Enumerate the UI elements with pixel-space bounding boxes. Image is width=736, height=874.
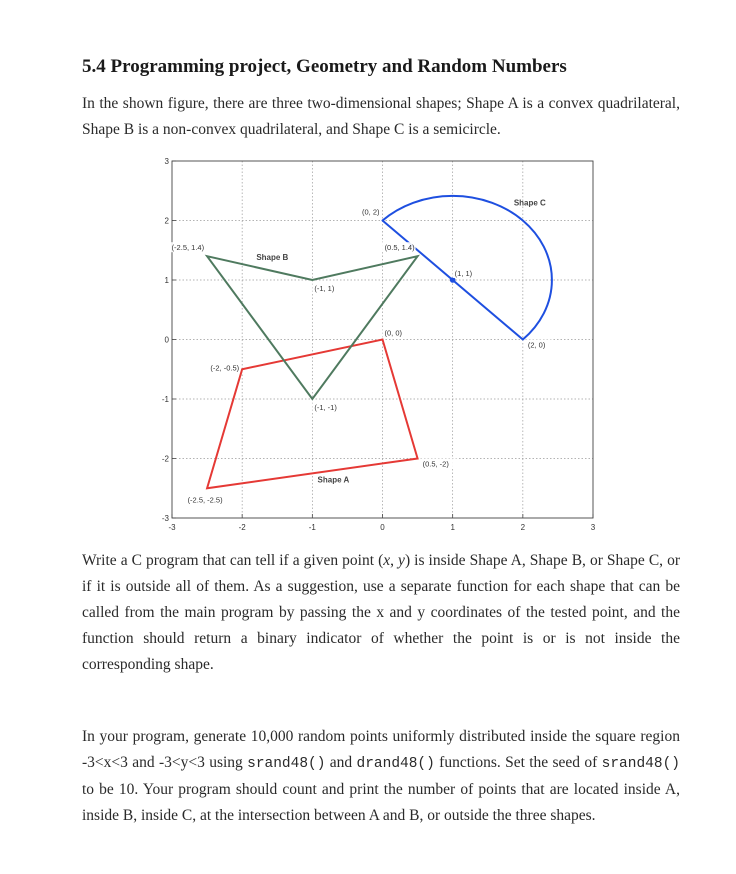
rp-text-4: to be 10. Your program should count and print the number of points that are located inside A, inside B, inside C, at the intersection between A and B, or outside the three shapes.	[82, 781, 680, 824]
code-srand48-seed: srand48()	[601, 756, 680, 772]
shape-c-center-point	[450, 277, 456, 283]
shape-a-label: Shape A	[317, 475, 350, 485]
y-tick-label: 0	[164, 335, 169, 345]
shapes-plot	[160, 150, 610, 535]
y-tick-label: 3	[164, 157, 169, 166]
task-text-after: ) is inside Shape A, Shape B, or Shape C, or if it is outside all of them. As a suggestion, use a separate function for each shape that can be called from the main program by passing the x and y coordinates of the tested point, and the function should return a binary indicator of whether the point is or is not inside the corresponding shape.	[82, 552, 680, 673]
shape-c-vertex-label: (1, 1)	[454, 269, 473, 278]
code-srand48: srand48()	[247, 756, 326, 772]
shape-a-vertex-label: (-2.5, -2.5)	[187, 495, 223, 505]
shape-b-vertex-label: (-1, -1)	[314, 403, 337, 412]
rp-text-3: functions. Set the seed of	[434, 754, 602, 771]
shape-b-label: Shape B	[256, 252, 289, 262]
random-points-paragraph	[82, 724, 680, 829]
shape-c-vertex-label: (2, 0)	[527, 340, 546, 350]
code-drand48: drand48()	[356, 756, 435, 772]
shape-b-vertex-label: (-2.5, 1.4)	[171, 243, 205, 253]
y-tick-label: -2	[161, 454, 169, 464]
var-x: x	[383, 552, 391, 569]
x-tick-label: 3	[590, 523, 596, 532]
task-comma: ,	[390, 552, 399, 569]
y-tick-label: 2	[164, 216, 169, 226]
y-tick-label: -3	[161, 514, 169, 523]
rp-text-1: In your program, generate 10,000 random points uniformly distributed inside the square region -3<x<3 and -3<y<3 using	[82, 728, 680, 771]
shape-c-vertex-label: (0, 2)	[361, 207, 380, 217]
rp-text-2: and	[325, 754, 357, 771]
x-tick-label: 0	[380, 523, 385, 532]
shape-a-vertex-label: (0, 0)	[384, 328, 403, 338]
shapes-figure	[160, 150, 610, 539]
section-heading: 5.4 Programming project, Geometry and Random Numbers	[82, 56, 567, 77]
y-tick-label: 1	[164, 276, 169, 285]
task-text-before: Write a C program that can tell if a given point (	[82, 552, 384, 569]
shape-a-vertex-label: (0.5, -2)	[422, 459, 449, 469]
x-tick-label: -2	[238, 523, 246, 532]
intro-paragraph: In the shown figure, there are three two-dimensional shapes; Shape A is a convex quadrilateral, Shape B is a non-convex quadrilateral, and Shape C is a semicircle.	[82, 95, 680, 138]
shape-c-label: Shape C	[513, 198, 546, 208]
shape-b-vertex-label: (0.5, 1.4)	[384, 243, 415, 253]
x-tick-label: -1	[308, 523, 316, 532]
x-tick-label: 1	[450, 523, 455, 532]
y-tick-label: -1	[161, 395, 169, 404]
var-y: y	[398, 552, 405, 569]
shape-b-vertex-label: (-1, 1)	[314, 284, 335, 293]
x-tick-label: 2	[520, 523, 526, 532]
task-paragraph	[82, 548, 680, 678]
shape-a-vertex-label: (-2, -0.5)	[210, 363, 240, 373]
x-tick-label: -3	[168, 523, 176, 532]
